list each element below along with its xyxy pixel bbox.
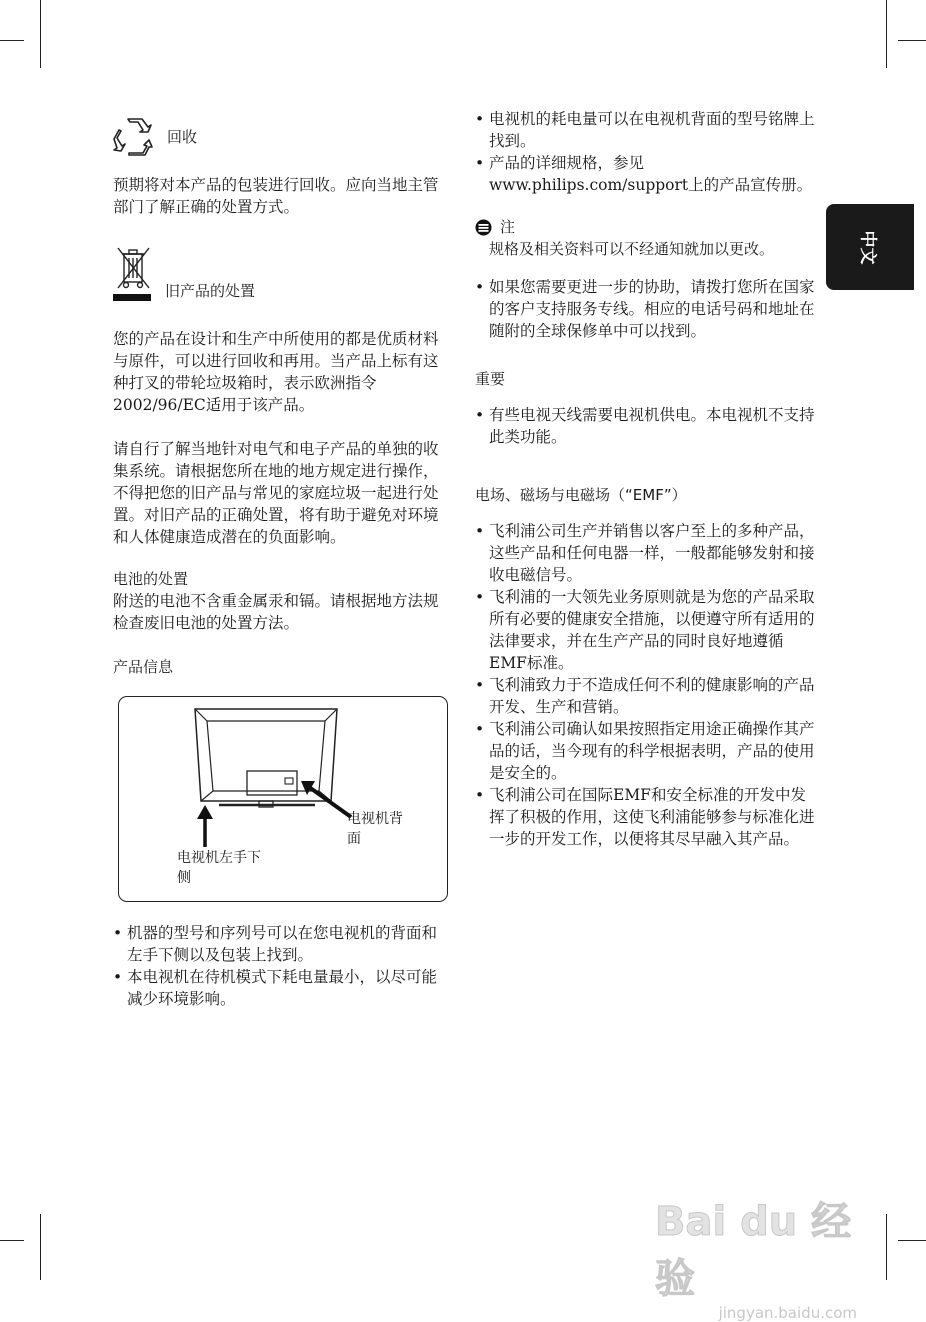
tv-back-illustration	[119, 697, 447, 901]
language-tab-label: 中文	[857, 230, 878, 264]
product-info-bullets	[113, 922, 448, 1010]
crop-mark	[0, 1240, 24, 1241]
list-item: • 飞利浦的一大领先业务原则就是为您的产品采取所有必要的健康安全措施，以便遵守所有适用的法律要求，并在生产产品的同时良好地遵循EMF标准。	[475, 586, 815, 674]
emf-bullets	[475, 520, 815, 850]
crossed-bin-icon	[113, 244, 153, 304]
important-bullets	[475, 404, 815, 448]
crop-mark	[40, 1214, 41, 1280]
left-column	[113, 118, 448, 1010]
crop-mark	[0, 40, 24, 41]
list-item: • 飞利浦公司在国际EMF和安全标准的开发中发挥了积极的作用，这使飞利浦能够参与标准化进一步的开发工作，以便将其尽早融入其产品。	[475, 784, 815, 850]
disposal-paragraph-2: 请自行了解当地针对电气和电子产品的单独的收集系统。请根据您所在地的地方规定进行操作，不得把您的旧产品与常见的家庭垃圾一起进行处置。对旧产品的正确处置，将有助于避免对环境和人体健康造成潜在的负面影响。	[113, 440, 439, 546]
list-item: • 飞利浦致力于不造成任何不利的健康影响的产品开发、生产和营销。	[475, 674, 815, 718]
note-text: 规格及相关资料可以不经通知就加以更改。	[489, 240, 775, 258]
note-label: 注	[500, 218, 516, 236]
watermark-brand: Bai du 经验	[655, 1199, 852, 1302]
disposal-title: 旧产品的处置	[165, 282, 256, 300]
list-item: • 有些电视天线需要电视机供电。本电视机不支持此类功能。	[475, 404, 815, 448]
emf-title: 电场、磁场与电磁场（“EMF”）	[475, 486, 687, 504]
disposal-paragraph-1: 您的产品在设计和生产中所使用的都是优质材料与原件，可以进行回收和再用。当产品上标有这种打叉的带轮垃圾箱时，表示欧洲指令2002/96/EC适用于该产品。	[113, 330, 439, 414]
label-tv-left-bottom: 电视机左手下侧	[177, 850, 261, 886]
top-bullets	[475, 108, 815, 196]
watermark-url: jingyan.baidu.com	[718, 1304, 857, 1322]
crop-mark	[40, 0, 41, 68]
recycle-text: 预期将对本产品的包装进行回收。应向当地主管部门了解正确的处置方式。	[113, 176, 439, 216]
tv-figure	[118, 696, 448, 902]
battery-text: 附送的电池不含重金属汞和镉。请根据地方法规检查废旧电池的处置方法。	[113, 592, 439, 632]
list-item: • 飞利浦公司生产并销售以客户至上的多种产品，这些产品和任何电器一样，一般都能够发射和接收电磁信号。	[475, 520, 815, 586]
note-heading	[475, 216, 815, 238]
list-item: • 本电视机在待机模式下耗电量最小，以尽可能减少环境影响。	[113, 966, 448, 1010]
product-info-title: 产品信息	[113, 658, 174, 676]
list-item: • 产品的详细规格，参见www.philips.com/support上的产品宣传册。	[475, 152, 815, 196]
watermark	[655, 1190, 865, 1322]
recycle-title: 回收	[167, 128, 198, 146]
disposal-heading	[113, 244, 448, 304]
right-column	[475, 108, 815, 850]
battery-title: 电池的处置	[113, 570, 189, 588]
note-icon	[475, 219, 492, 236]
list-item: • 电视机的耗电量可以在电视机背面的型号铭牌上找到。	[475, 108, 815, 152]
recycle-heading	[113, 118, 448, 156]
crop-mark	[898, 40, 926, 41]
list-item: • 飞利浦公司确认如果按照指定用途正确操作其产品的话，当今现有的科学根据表明，产品的使用是安全的。	[475, 718, 815, 784]
crop-mark	[898, 1240, 926, 1241]
support-bullets	[475, 276, 815, 342]
label-tv-back: 电视机背面	[347, 811, 403, 847]
crop-mark	[886, 0, 887, 68]
language-tab	[826, 204, 914, 290]
important-title: 重要	[475, 370, 506, 388]
list-item: • 机器的型号和序列号可以在您电视机的背面和左手下侧以及包装上找到。	[113, 922, 448, 966]
recycle-icon	[113, 118, 155, 156]
crop-mark	[886, 1214, 887, 1280]
list-item: • 如果您需要更进一步的协助，请拨打您所在国家的客户支持服务专线。相应的电话号码和地址在随附的全球保修单中可以找到。	[475, 276, 815, 342]
